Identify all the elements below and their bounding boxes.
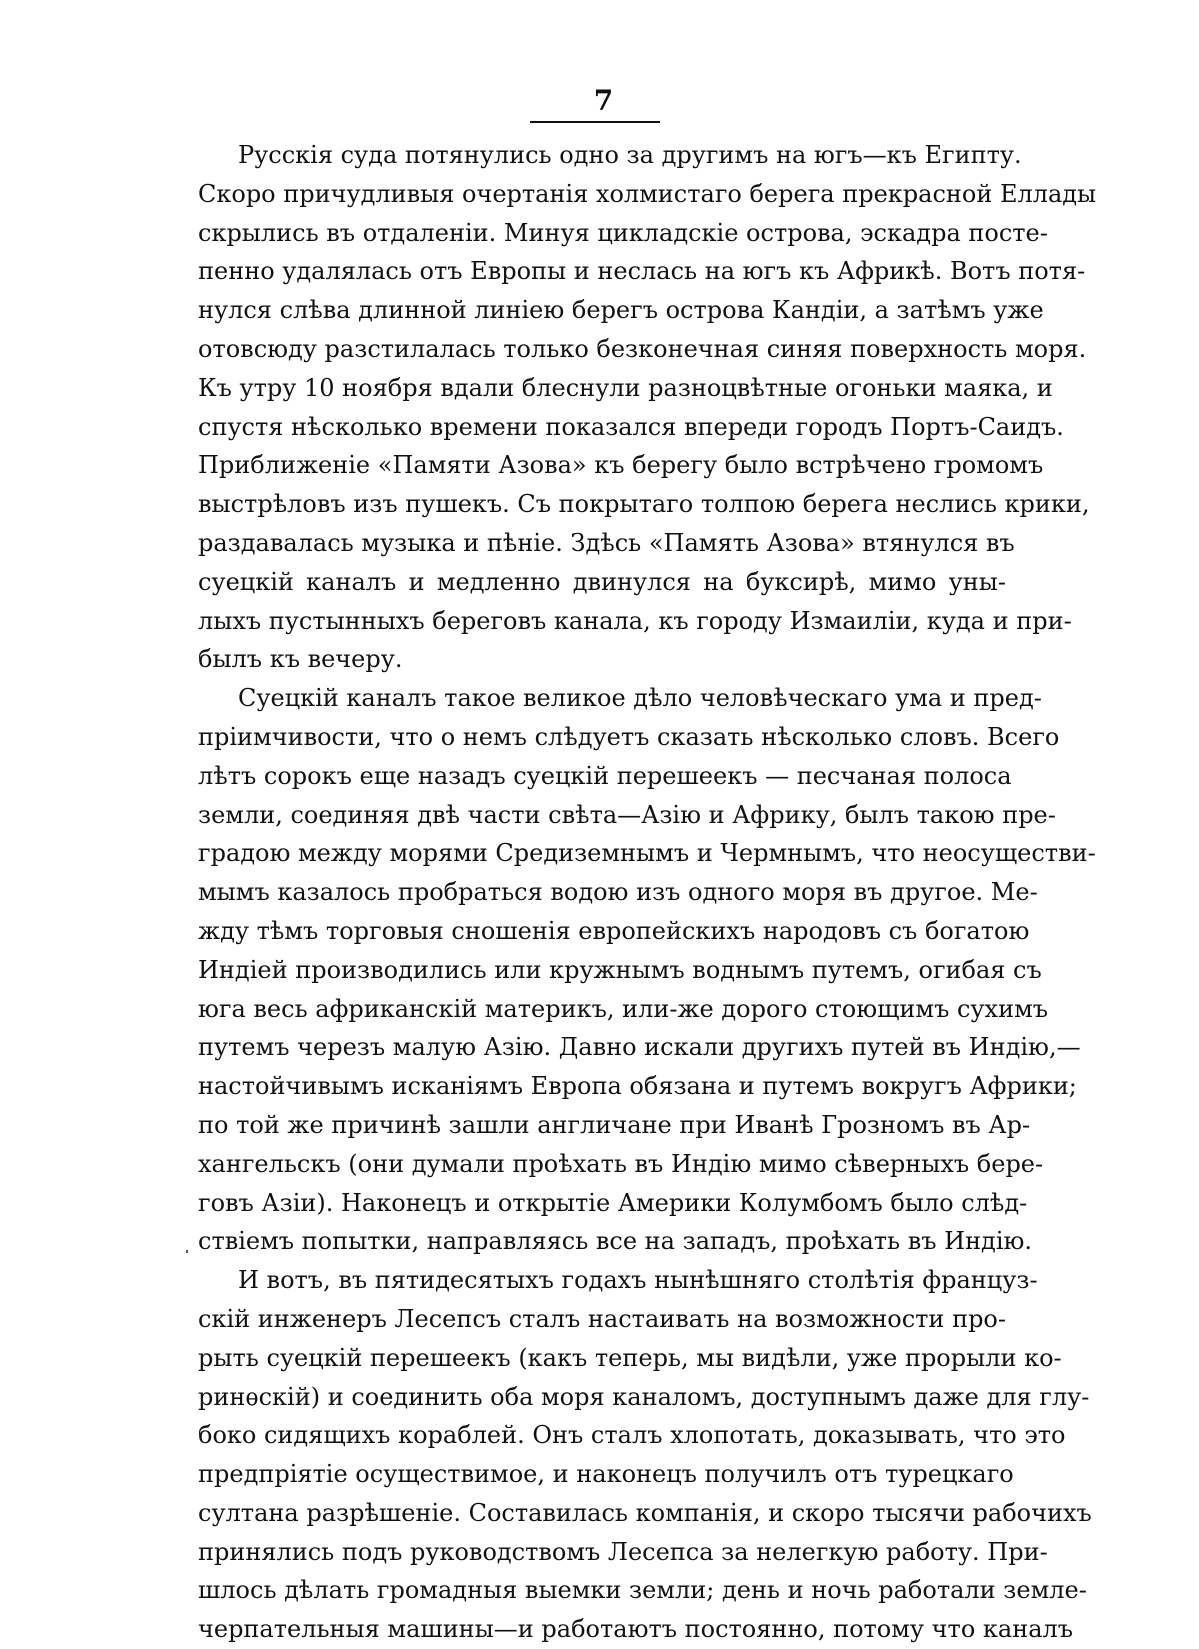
page-number: 7 (593, 84, 614, 117)
text-line: спустя нѣсколько времени показался впереди городъ Портъ-Саидъ. (198, 412, 1064, 441)
text-line: отовсюду разстилалась только безконечная синяя поверхность моря. (198, 334, 1087, 363)
text-line: раздавалась музыка и пѣніе. Здѣсь «Память Азова» втянулся въ (198, 528, 1015, 557)
text-line: шлось дѣлать громадныя выемки земли; день и ночь работали земле- (198, 1576, 1087, 1605)
text-line: Суецкій каналъ такое великое дѣло человѣческаго ума и пред- (238, 684, 1042, 713)
text-line: хангельскъ (они думали проѣхать въ Индію мимо сѣверныхъ бере- (198, 1149, 1044, 1178)
text-line: скрылись въ отдаленіи. Минуя цикладскіе острова, эскадра посте- (198, 218, 1048, 247)
text-line: жду тѣмъ торговыя сношенія европейскихъ народовъ съ богатою (198, 916, 1030, 945)
text-line: мымъ казалось пробраться водою изъ одного моря въ другое. Ме- (198, 878, 1038, 907)
text-line: Русскія суда потянулись одно за другимъ на югъ—къ Египту. (238, 141, 1022, 169)
text-line: по той же причинѣ зашли англичане при Иванѣ Грозномъ въ Ар- (198, 1110, 1031, 1139)
margin-speck (186, 1250, 188, 1253)
text-line: скій инженеръ Лесепсъ сталъ настаивать на возможности про- (198, 1304, 1006, 1333)
paragraph-3 (198, 1261, 1092, 1649)
page-number-rule (530, 121, 660, 123)
text-line: черпательныя машины—и работаютъ постоянно, потому что каналъ (198, 1615, 1074, 1644)
text-line: лыхъ пустынныхъ береговъ канала, къ городу Измаиліи, куда и при- (198, 606, 1072, 635)
text-line: Индіей производились или кружнымъ воднымъ путемъ, огибая съ (198, 955, 1042, 984)
paragraph-1 (198, 136, 1097, 679)
text-line: И вотъ, въ пятидесятыхъ годахъ нынѣшняго столѣтія француз- (238, 1266, 1038, 1295)
text-line: былъ къ вечеру. (198, 645, 403, 674)
paragraph-2 (198, 679, 1096, 1261)
text-line: ринѳскій) и соединить оба моря каналомъ, доступнымъ даже для глу- (198, 1382, 1090, 1411)
text-line: Къ утру 10 ноября вдали блеснули разноцвѣтные огоньки маяка, и (198, 373, 1053, 402)
text-line: пріимчивости, что о немъ слѣдуетъ сказать нѣсколько словъ. Всего (198, 722, 1060, 751)
text-line: земли, соединяя двѣ части свѣта—Азію и Африку, былъ такою пре- (198, 800, 1056, 829)
text-line: Приближеніе «Памяти Азова» къ берегу было встрѣчено громомъ (198, 451, 1044, 480)
text-line: Скоро причудливыя очертанія холмистаго берега прекрасной Еллады (198, 179, 1097, 208)
text-line: принялись подъ руководствомъ Лесепса за нелегкую работу. При- (198, 1537, 1048, 1566)
text-line: предпріятіе осуществимое, и наконецъ получилъ отъ турецкаго (198, 1460, 1014, 1489)
text-line: лѣтъ сорокъ еще назадъ суецкій перешеекъ — песчаная полоса (198, 761, 1012, 790)
text-line: султана разрѣшеніе. Составилась компанія, и скоро тысячи рабочихъ (198, 1498, 1092, 1527)
text-line: настойчивымъ исканіямъ Европа обязана и путемъ вокругъ Африки; (198, 1072, 1077, 1101)
body-text (198, 136, 1097, 1649)
text-line: рыть суецкій перешеекъ (какъ теперь, мы видѣли, уже прорыли ко- (198, 1343, 1062, 1372)
text-line: юга весь африканскій материкъ, или-же дорого стоющимъ сухимъ (198, 994, 1049, 1023)
text-line: выстрѣловъ изъ пушекъ. Съ покрытаго толпою берега неслись крики, (198, 490, 1090, 519)
text-line: путемъ черезъ малую Азію. Давно искали другихъ путей въ Индію,— (198, 1033, 1081, 1062)
text-line: градою между морями Средиземнымъ и Чермнымъ, что неосуществи- (198, 839, 1096, 868)
text-line: ствіемъ попытки, направляясь все на западъ, проѣхать въ Индію. (198, 1227, 1033, 1256)
text-line: пенно удалялась отъ Европы и неслась на югъ къ Африкѣ. Вотъ потя- (198, 257, 1086, 286)
text-line: нулся слѣва длинной линіею берегъ острова Кандіи, а затѣмъ уже (198, 296, 1044, 325)
text-line: говъ Азіи). Наконецъ и открытіе Америки Колумбомъ было слѣд- (198, 1188, 1028, 1217)
text-line: боко сидящихъ кораблей. Онъ сталъ хлопотать, доказывать, что это (198, 1421, 1066, 1450)
text-line: суецкій каналъ и медленно двинулся на буксирѣ, мимо уны- (198, 567, 1006, 596)
